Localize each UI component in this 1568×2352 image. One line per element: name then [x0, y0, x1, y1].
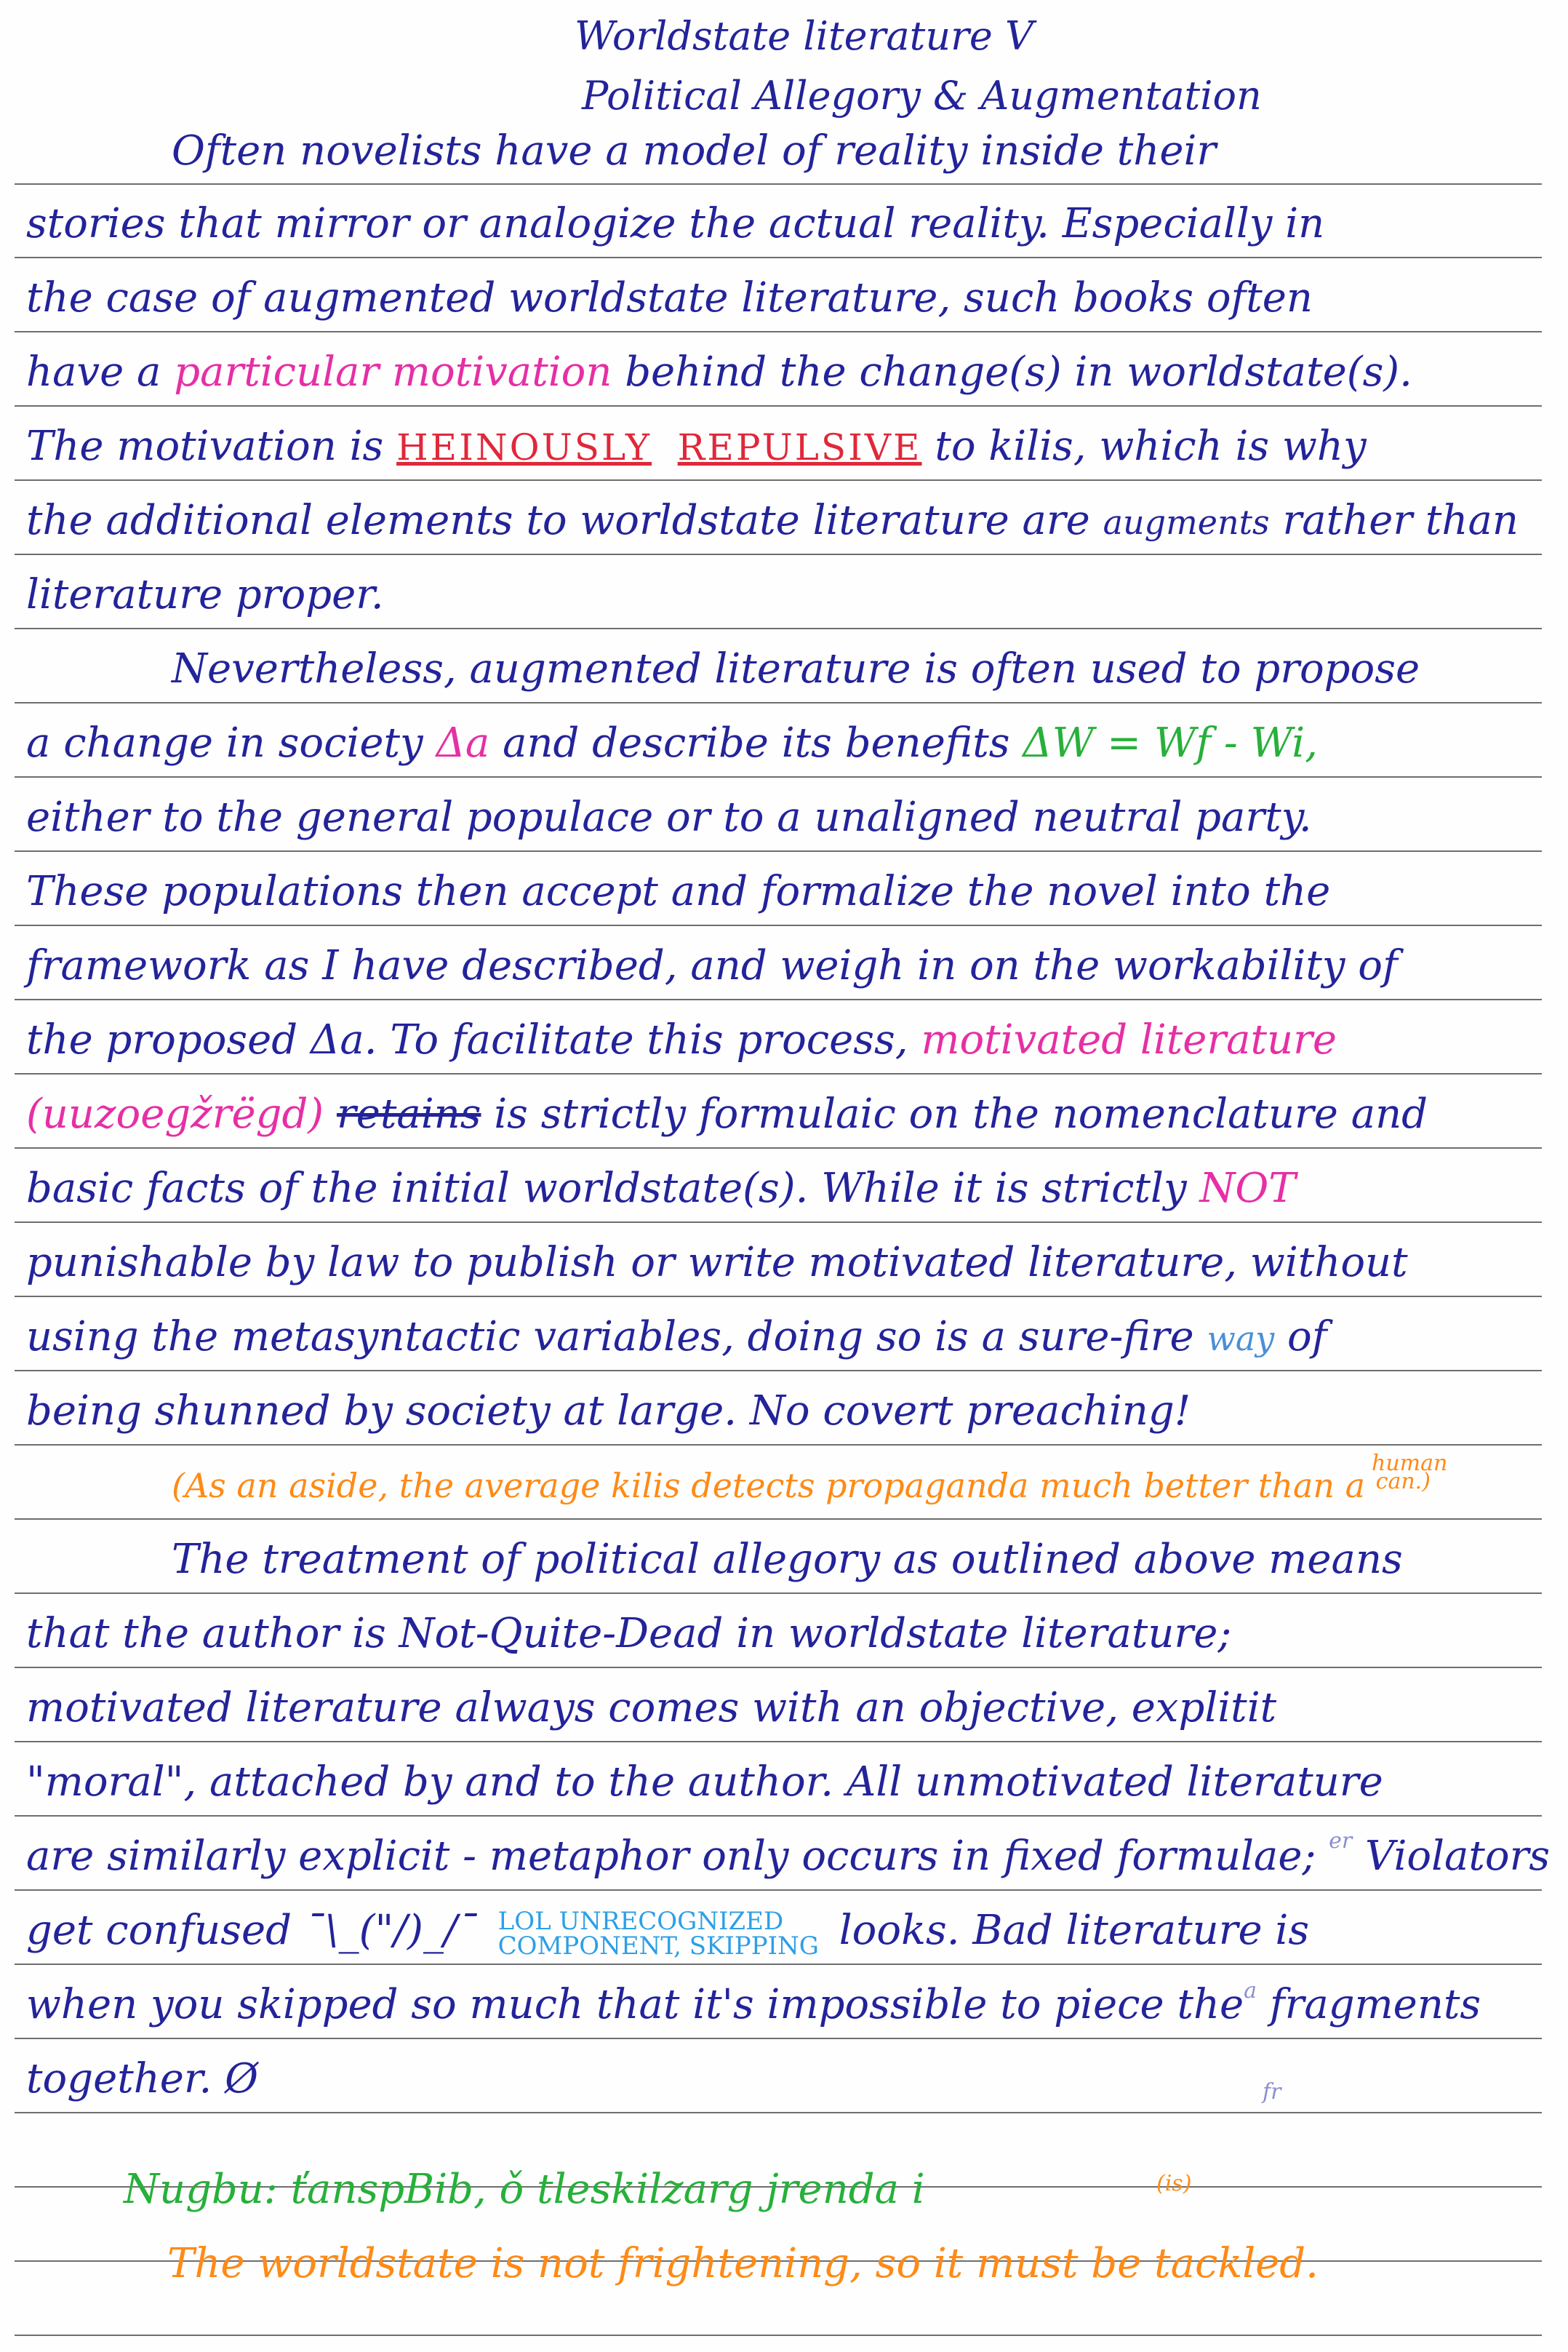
motivated-literature-text: motivated literature [921, 1016, 1337, 1064]
way-text: way [1207, 1319, 1275, 1358]
aside-line: (As an aside, the average kilis detects propaganda much better than a human $^{can.)}$ [172, 1451, 1517, 1520]
repulsive-text: REPULSIVE [677, 426, 922, 469]
uuzoegzregd-text: (uuzoegžrëgd) [26, 1091, 337, 1138]
p3-line-1: The treatment of political allegory as outlined above means [172, 1536, 1403, 1583]
nugbu-line: Nugbu: ťanspBib, ǒ tleskilzarg jrenda i (is) [124, 2155, 1505, 2225]
p2-line-11: being shunned by society at large. No covert preaching! [26, 1387, 1191, 1435]
p3-line-6: get confused ¯\_("/)_/¯ LOL UNRECOGNIZED COMPONENT, SKIPPING looks. Bad literature is [26, 1906, 1310, 1961]
p3-line-3: motivated literature always comes with an objective, explitit [26, 1684, 1277, 1731]
a-insert: a [1244, 1978, 1257, 2004]
p1-line-7: literature proper. [26, 571, 384, 618]
p2-line-7: (uuzoegžrëgd) retains is strictly formulaic on the nomenclature and [26, 1091, 1428, 1138]
delta-a-symbol: Δa [436, 719, 490, 767]
p1-line-2: stories that mirror or analogize the actual reality. Especially in [26, 200, 1325, 247]
er-insert: er [1329, 1828, 1353, 1854]
p2-line-1: Nevertheless, augmented literature is often used to propose [172, 645, 1420, 693]
p2-line-5: framework as I have described, and weigh in on the workability of [26, 942, 1398, 989]
not-text: NOT [1199, 1165, 1296, 1212]
p1-line-1: Often novelists have a model of reality inside their [172, 127, 1217, 175]
p1-line-4: have a particular motivation behind the change(s) in worldstate(s). [26, 348, 1412, 396]
aside-end: can.) [1375, 1469, 1431, 1494]
p3-line-4: "moral", attached by and to the author. All unmotivated literature [26, 1758, 1383, 1806]
particular-motivation-text: particular motivation [174, 348, 612, 396]
augments-text: augments [1103, 503, 1270, 542]
p3-line-2: that the author is Not-Quite-Dead in worldstate literature; [26, 1610, 1232, 1657]
p2-line-8: basic facts of the initial worldstate(s). While it is strictly NOT [26, 1165, 1296, 1212]
p2-line-4: These populations then accept and formalize the novel into the [26, 868, 1331, 915]
p2-line-10: using the metasyntactic variables, doing so is a sure-fire way of [26, 1313, 1327, 1360]
retains-struck-text: retains [336, 1091, 481, 1138]
p3-line-7: when you skipped so much that it's impossible to piece the$^a$ fragments [26, 1978, 1481, 2028]
title-line-2: Political Allegory & Augmentation [582, 73, 1262, 119]
aside-insert-human: human [1372, 1451, 1448, 1476]
heinously-text: HEINOUSLY [396, 426, 652, 469]
unrecognized-component-note: LOL UNRECOGNIZED COMPONENT, SKIPPING [497, 1906, 819, 1961]
p2-line-2: a change in society Δa and describe its benefits ΔW = Wf - Wi, [26, 719, 1318, 767]
title-line-1: Worldstate literature V [575, 13, 1034, 59]
p2-line-9: punishable by law to publish or write motivated literature, without [26, 1239, 1408, 1286]
p2-line-3: either to the general populace or to a unaligned neutral party. [26, 794, 1312, 841]
p1-line-5: The motivation is HEINOUSLY REPULSIVE to kilis, which is why [26, 423, 1367, 470]
delta-w-formula: ΔW = Wf - Wi, [1023, 719, 1318, 767]
p3-line-5: are similarly explicit - metaphor only occurs in fixed formulae; $^{er}$ Violators [26, 1828, 1551, 1880]
p3-line-8: together. Ø fr [26, 2044, 1532, 2114]
translation-line: The worldstate is not frightening, so it must be tackled. [167, 2240, 1319, 2287]
is-insert: (is) [1156, 2171, 1192, 2196]
fr-insert: fr [1263, 2079, 1281, 2105]
p1-line-6: the additional elements to worldstate literature are augments rather than [26, 497, 1519, 544]
p2-line-6: the proposed Δa. To facilitate this process, motivated literature [26, 1016, 1337, 1064]
p1-line-3: the case of augmented worldstate literature, such books often [26, 274, 1313, 322]
